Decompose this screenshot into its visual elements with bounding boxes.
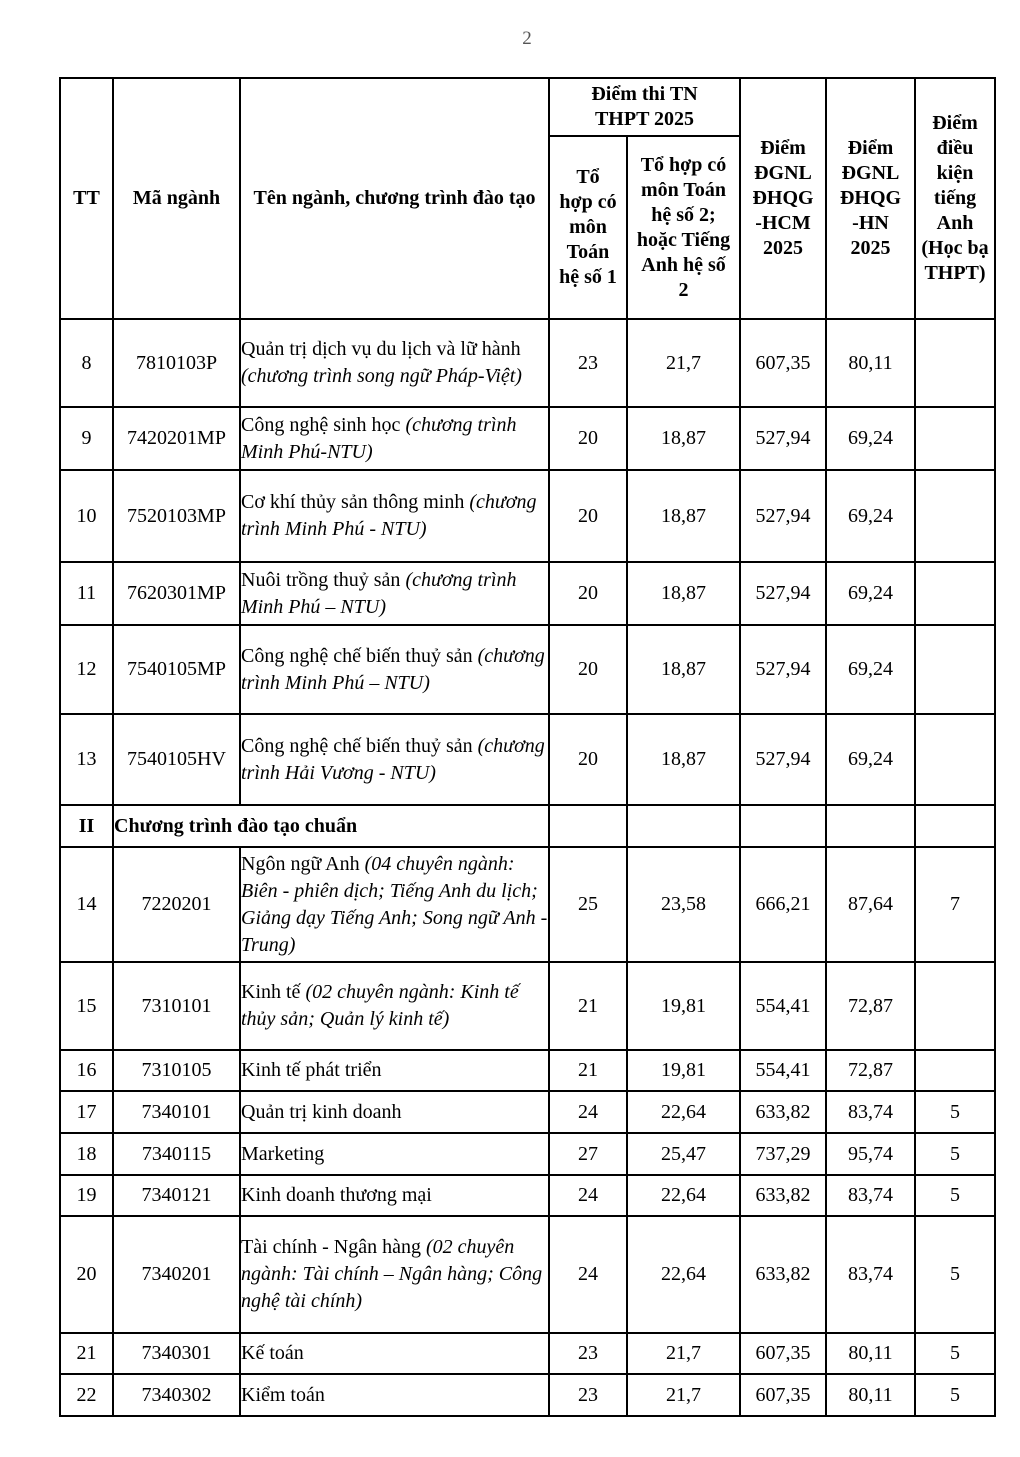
row-code: 7520103MP: [113, 470, 240, 562]
row-dgnl-hcm: 554,41: [740, 1050, 826, 1091]
row-tt: 17: [60, 1091, 113, 1133]
row-score-coef2: 22,64: [627, 1175, 740, 1216]
row-tt: 19: [60, 1175, 113, 1216]
row-dgnl-hcm: 527,94: [740, 562, 826, 625]
empty-cell: [915, 805, 995, 847]
row-dgnl-hcm: 633,82: [740, 1216, 826, 1333]
row-score-coef1: 25: [549, 847, 627, 962]
row-score-coef2: 18,87: [627, 714, 740, 805]
program-note: (chương trình Minh Phú - NTU): [241, 491, 537, 540]
row-score-coef2: 25,47: [627, 1133, 740, 1175]
table-row: [60, 1374, 995, 1416]
row-code: 7340301: [113, 1333, 240, 1374]
header-program: Tên ngành, chương trình đào tạo: [240, 78, 549, 319]
empty-cell: [627, 805, 740, 847]
row-score-coef2: 21,7: [627, 319, 740, 407]
row-score-coef1: 20: [549, 470, 627, 562]
row-score-coef2: 22,64: [627, 1091, 740, 1133]
row-dgnl-hcm: 527,94: [740, 407, 826, 470]
table-header: [60, 78, 995, 319]
page-number: 2: [522, 28, 532, 49]
table-row: [60, 1091, 995, 1133]
table-row: [60, 847, 995, 962]
row-dgnl-hn: 72,87: [826, 1050, 915, 1091]
row-score-coef2: 18,87: [627, 470, 740, 562]
empty-cell: [740, 805, 826, 847]
program-note: (chương trình song ngữ Pháp-Việt): [241, 365, 522, 387]
empty-cell: [826, 805, 915, 847]
table-row: [60, 714, 995, 805]
row-score-coef1: 20: [549, 625, 627, 714]
row-dgnl-hn: 72,87: [826, 962, 915, 1050]
program-note: (chương trình Hải Vương - NTU): [241, 734, 545, 784]
empty-cell: [549, 805, 627, 847]
row-english: 7: [915, 847, 995, 962]
row-dgnl-hn: 80,11: [826, 1333, 915, 1374]
row-tt: 21: [60, 1333, 113, 1374]
table-row: [60, 962, 995, 1050]
program-note: (02 chuyên ngành: Kinh tế thủy sản; Quản lý kinh tế): [241, 981, 519, 1030]
row-english: [915, 962, 995, 1050]
program-name: Tài chính - Ngân hàng: [241, 1236, 421, 1258]
table-row: [60, 407, 995, 470]
row-code: 7310101: [113, 962, 240, 1050]
row-dgnl-hcm: 527,94: [740, 714, 826, 805]
header-thpt-coef2: Tổ hợp có môn Toán hệ số 2; hoặc Tiếng Anh hệ số 2: [627, 136, 740, 319]
row-program: [240, 562, 549, 625]
row-tt: 11: [60, 562, 113, 625]
row-program: [240, 625, 549, 714]
row-english: [915, 625, 995, 714]
header-thpt-group: Điểm thi TN THPT 2025: [549, 78, 740, 136]
program-name: Quản trị dịch vụ du lịch và lữ hành: [241, 338, 521, 360]
row-program: [240, 407, 549, 470]
row-english: [915, 319, 995, 407]
row-dgnl-hn: 87,64: [826, 847, 915, 962]
row-tt: 8: [60, 319, 113, 407]
row-code: 7420201MP: [113, 407, 240, 470]
row-english: 5: [915, 1374, 995, 1416]
row-dgnl-hn: 83,74: [826, 1091, 915, 1133]
row-english: 5: [915, 1133, 995, 1175]
row-english: [915, 562, 995, 625]
row-english: [915, 1050, 995, 1091]
program-note: (chương trình Minh Phú – NTU): [241, 644, 545, 694]
row-score-coef1: 24: [549, 1216, 627, 1333]
row-program: [240, 319, 549, 407]
header-code: Mã ngành: [113, 78, 240, 319]
row-program: [240, 1216, 549, 1333]
row-tt: 10: [60, 470, 113, 562]
row-score-coef2: 23,58: [627, 847, 740, 962]
row-dgnl-hcm: 633,82: [740, 1175, 826, 1216]
program-name: Công nghệ chế biến thuỷ sản: [241, 644, 473, 667]
row-tt: 22: [60, 1374, 113, 1416]
row-score-coef1: 21: [549, 1050, 627, 1091]
row-score-coef1: 20: [549, 562, 627, 625]
row-dgnl-hcm: 737,29: [740, 1133, 826, 1175]
table-row: [60, 1216, 995, 1333]
row-program: [240, 962, 549, 1050]
program-note: (02 chuyên ngành: Tài chính – Ngân hàng; Công nghệ tài chính): [241, 1236, 543, 1312]
row-tt: 9: [60, 407, 113, 470]
row-code: 7340115: [113, 1133, 240, 1175]
row-score-coef1: 23: [549, 319, 627, 407]
row-score-coef1: 24: [549, 1091, 627, 1133]
table-row: [60, 470, 995, 562]
row-code: 7340121: [113, 1175, 240, 1216]
row-code: 7340302: [113, 1374, 240, 1416]
program-name: Marketing: [241, 1142, 325, 1165]
row-code: 7340201: [113, 1216, 240, 1333]
row-dgnl-hn: 69,24: [826, 407, 915, 470]
row-program: [240, 470, 549, 562]
row-tt: 20: [60, 1216, 113, 1333]
admission-score-table: [59, 77, 996, 1417]
header-english: Điểm điều kiện tiếng Anh (Học bạ THPT): [915, 78, 995, 319]
row-dgnl-hcm: 527,94: [740, 625, 826, 714]
row-score-coef2: 18,87: [627, 562, 740, 625]
row-tt: 13: [60, 714, 113, 805]
program-name: Kinh doanh thương mại: [241, 1184, 432, 1206]
row-dgnl-hn: 95,74: [826, 1133, 915, 1175]
header-dgnl-hcm: Điểm ĐGNL ĐHQG -HCM 2025: [740, 78, 826, 319]
row-score-coef2: 21,7: [627, 1374, 740, 1416]
table-row: [60, 1333, 995, 1374]
row-program: [240, 847, 549, 962]
row-english: 5: [915, 1091, 995, 1133]
row-tt: 18: [60, 1133, 113, 1175]
row-english: 5: [915, 1216, 995, 1333]
program-name: Công nghệ chế biến thuỷ sản: [241, 734, 473, 757]
table-row: [60, 1133, 995, 1175]
row-dgnl-hn: 80,11: [826, 1374, 915, 1416]
header-dgnl-hn: Điểm ĐGNL ĐHQG -HN 2025: [826, 78, 915, 319]
row-dgnl-hcm: 607,35: [740, 319, 826, 407]
row-english: [915, 714, 995, 805]
table-row: [60, 319, 995, 407]
header-tt: TT: [60, 78, 113, 319]
row-tt: 15: [60, 962, 113, 1050]
row-dgnl-hn: 83,74: [826, 1216, 915, 1333]
row-code: 7220201: [113, 847, 240, 962]
row-dgnl-hn: 69,24: [826, 470, 915, 562]
row-code: 7810103P: [113, 319, 240, 407]
row-program: [240, 714, 549, 805]
header-thpt-coef1: Tổ hợp có môn Toán hệ số 1: [549, 136, 627, 319]
program-name: Nuôi trồng thuỷ sản: [241, 568, 401, 591]
row-code: 7340101: [113, 1091, 240, 1133]
row-score-coef2: 19,81: [627, 1050, 740, 1091]
row-score-coef1: 20: [549, 714, 627, 805]
program-note: (chương trình Minh Phú-NTU): [241, 413, 517, 463]
row-tt: 14: [60, 847, 113, 962]
row-code: 7310105: [113, 1050, 240, 1091]
row-score-coef1: 24: [549, 1175, 627, 1216]
table-row: [60, 625, 995, 714]
row-program: [240, 1374, 549, 1416]
row-dgnl-hn: 69,24: [826, 714, 915, 805]
row-score-coef1: 23: [549, 1333, 627, 1374]
row-score-coef1: 27: [549, 1133, 627, 1175]
row-code: 7540105HV: [113, 714, 240, 805]
row-program: [240, 1133, 549, 1175]
row-score-coef2: 18,87: [627, 407, 740, 470]
row-dgnl-hcm: 527,94: [740, 470, 826, 562]
row-score-coef2: 21,7: [627, 1333, 740, 1374]
section-row: [60, 805, 995, 847]
row-dgnl-hcm: 666,21: [740, 847, 826, 962]
program-name: Quản trị kinh doanh: [241, 1100, 402, 1123]
section-tt: II: [60, 805, 113, 847]
row-score-coef2: 19,81: [627, 962, 740, 1050]
program-name: Kinh tế phát triển: [241, 1059, 382, 1081]
row-english: [915, 407, 995, 470]
row-score-coef1: 23: [549, 1374, 627, 1416]
program-name: Kinh tế: [241, 981, 301, 1003]
program-note: (04 chuyên ngành: Biên - phiên dịch; Tiếng Anh du lịch; Giảng dạy Tiếng Anh; Song ngữ Anh - Trung): [241, 852, 548, 956]
row-score-coef2: 22,64: [627, 1216, 740, 1333]
program-note: (chương trình Minh Phú – NTU): [241, 568, 517, 618]
row-tt: 16: [60, 1050, 113, 1091]
row-dgnl-hcm: 633,82: [740, 1091, 826, 1133]
row-code: 7620301MP: [113, 562, 240, 625]
program-name: Kiểm toán: [241, 1383, 325, 1406]
row-score-coef1: 21: [549, 962, 627, 1050]
table-row: [60, 1175, 995, 1216]
row-program: [240, 1091, 549, 1133]
program-name: Công nghệ sinh học: [241, 413, 401, 436]
row-dgnl-hn: 69,24: [826, 562, 915, 625]
row-dgnl-hcm: 607,35: [740, 1374, 826, 1416]
row-score-coef1: 20: [549, 407, 627, 470]
row-dgnl-hcm: 554,41: [740, 962, 826, 1050]
program-name: Ngôn ngữ Anh: [241, 852, 360, 875]
row-dgnl-hn: 80,11: [826, 319, 915, 407]
row-tt: 12: [60, 625, 113, 714]
row-english: [915, 470, 995, 562]
row-english: 5: [915, 1333, 995, 1374]
row-dgnl-hn: 83,74: [826, 1175, 915, 1216]
program-name: Cơ khí thủy sản thông minh: [241, 491, 465, 513]
row-code: 7540105MP: [113, 625, 240, 714]
table-row: [60, 1050, 995, 1091]
row-score-coef2: 18,87: [627, 625, 740, 714]
row-program: [240, 1333, 549, 1374]
section-title: Chương trình đào tạo chuẩn: [113, 805, 549, 847]
row-program: [240, 1050, 549, 1091]
row-program: [240, 1175, 549, 1216]
program-name: Kế toán: [241, 1342, 304, 1364]
row-dgnl-hn: 69,24: [826, 625, 915, 714]
row-dgnl-hcm: 607,35: [740, 1333, 826, 1374]
table-row: [60, 562, 995, 625]
row-english: 5: [915, 1175, 995, 1216]
